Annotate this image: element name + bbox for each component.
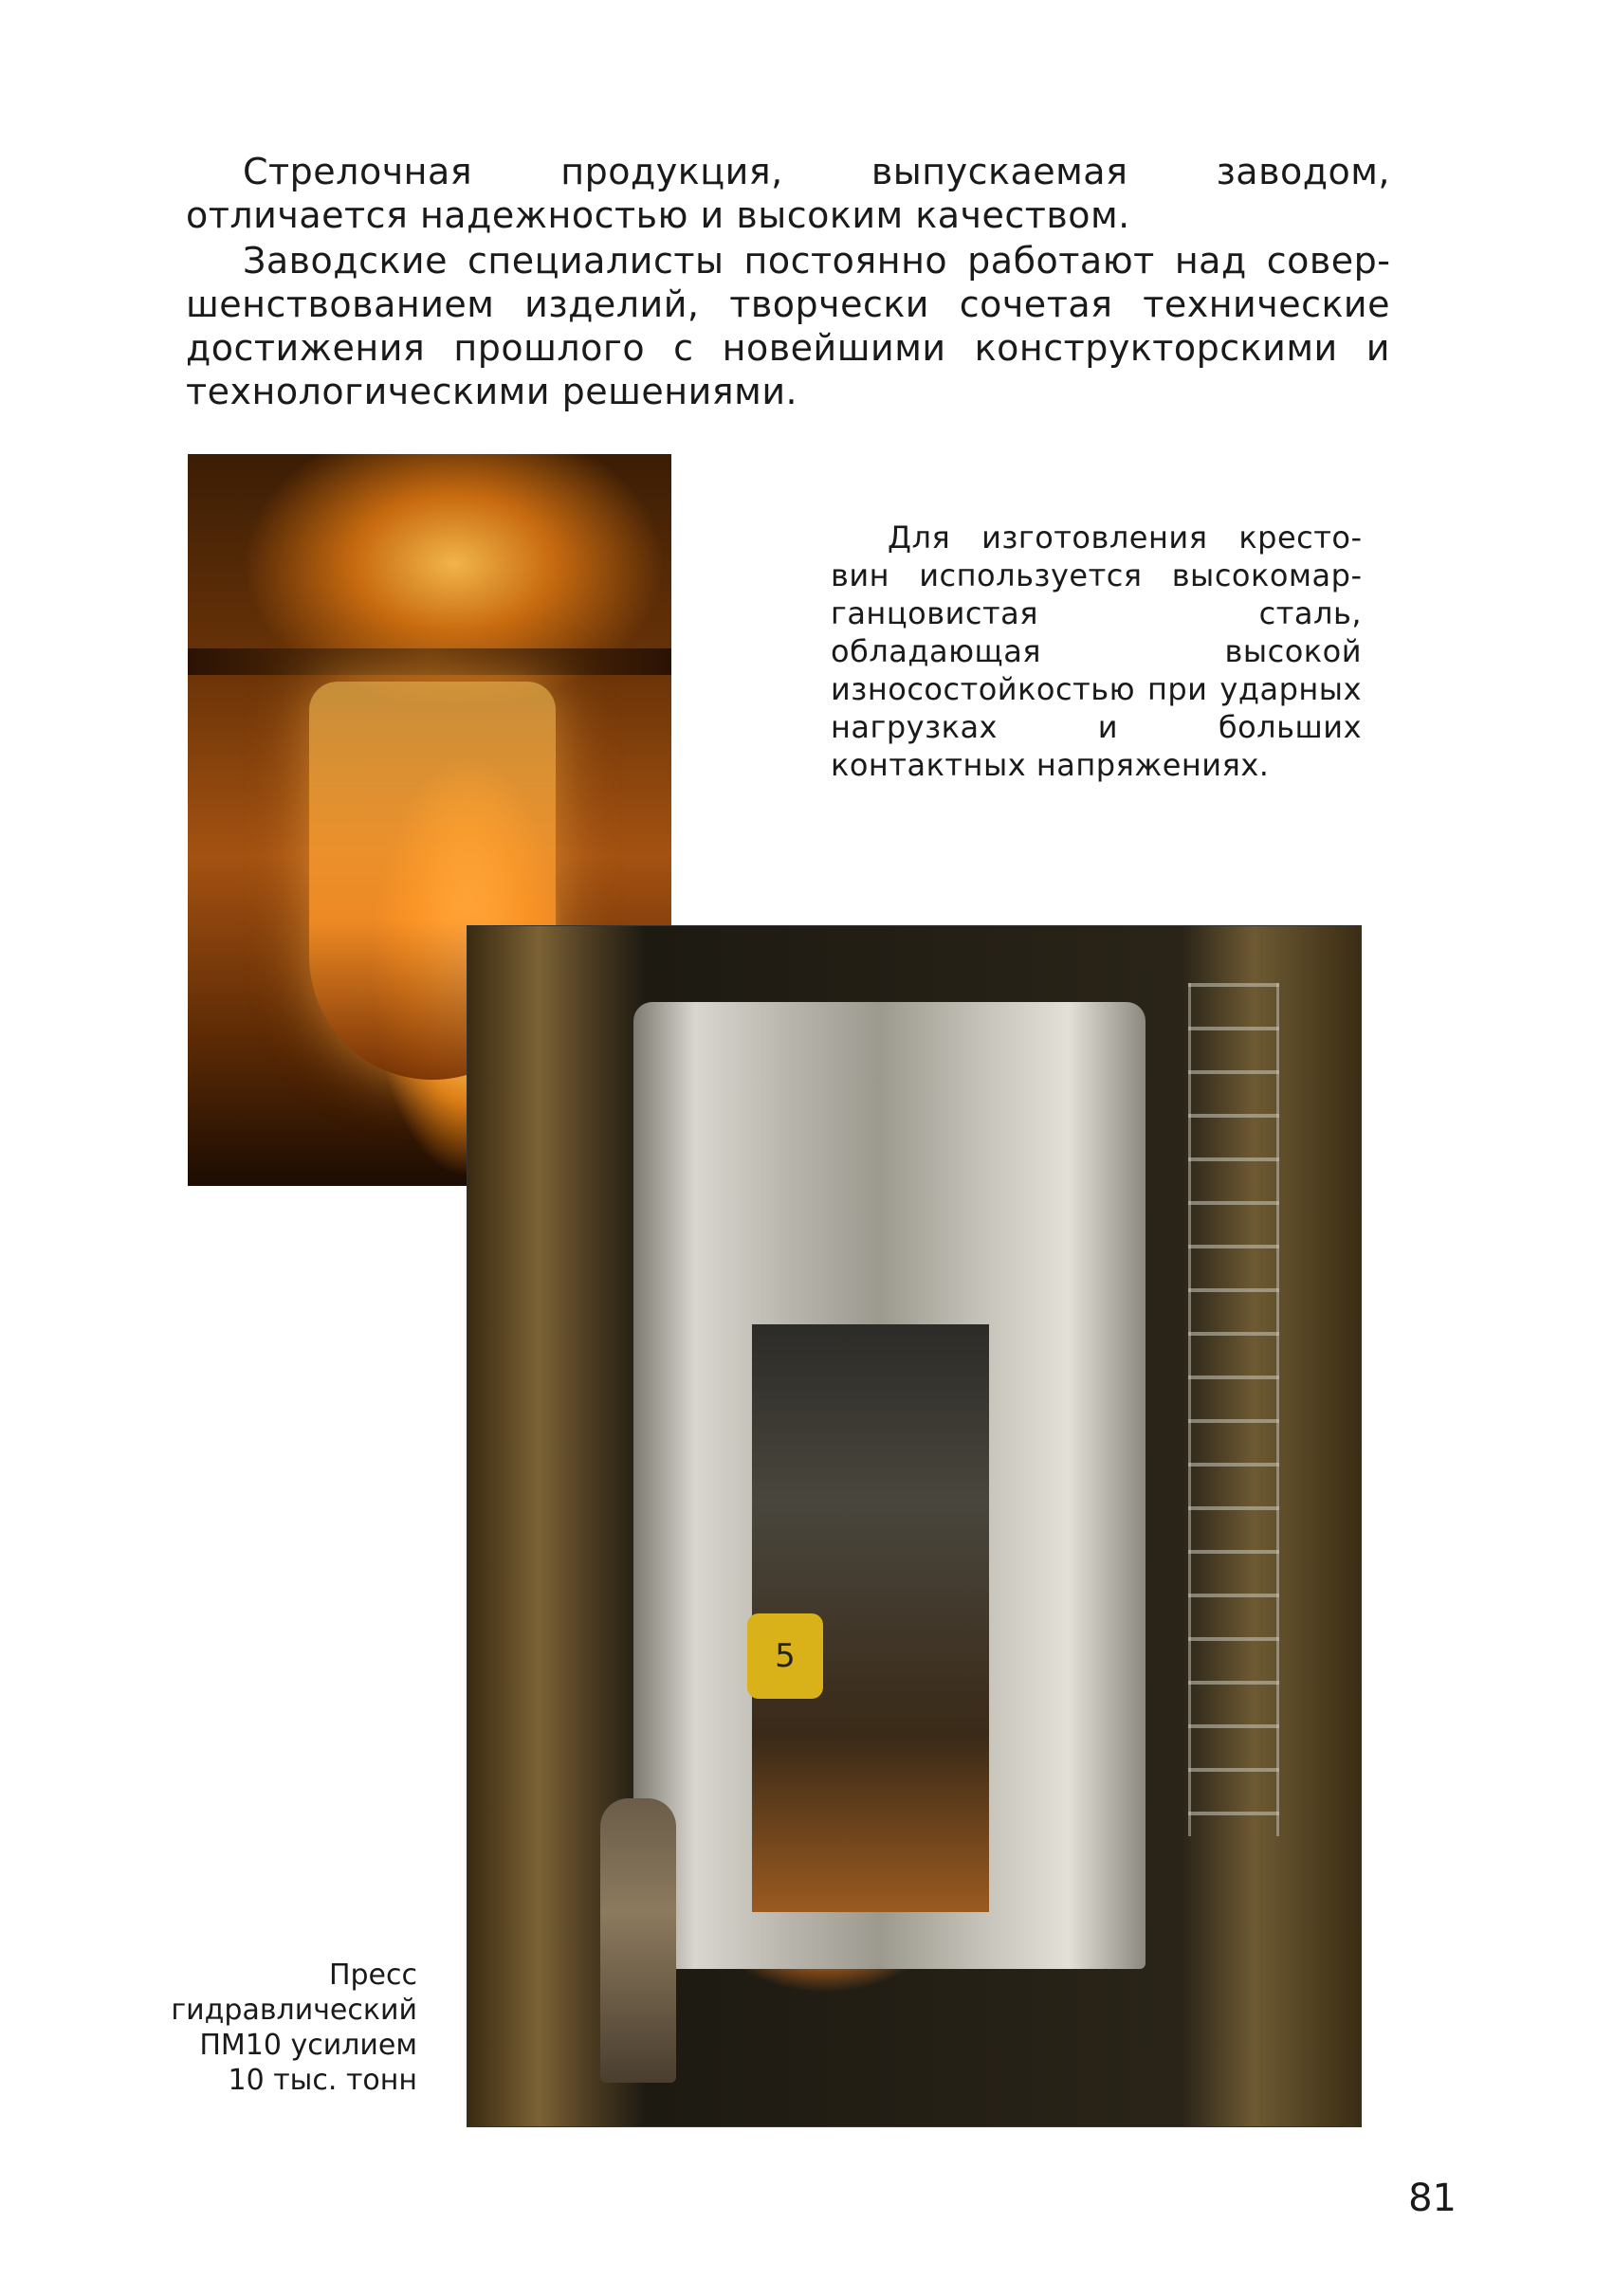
- page-number: 81: [1408, 2177, 1457, 2220]
- paragraph-1: Стрелочная продукция, выпускаемая заводом, отличается надежностью и высоким качеством.: [186, 151, 1390, 236]
- photo-hydraulic-press: [467, 925, 1362, 2127]
- photo-yellow-sign: 5: [747, 1613, 823, 1699]
- caption-press-line-1: Пресс: [328, 1959, 417, 1992]
- photo-ladder: [1188, 983, 1279, 1836]
- photo-worker: [600, 1798, 676, 2083]
- paragraph-2: Заводские специалисты постоянно работают над совершенствованием изделий, творчески сочетая технические достижения прошлого с новейшими конструкторскими и технологическими решениями.: [186, 240, 1390, 412]
- caption-press-line-4: 10 тыс. тонн: [228, 2064, 417, 2097]
- photo-beam: [188, 648, 671, 675]
- caption-press-line-2: гидравлический: [171, 1994, 417, 2027]
- caption-steel: Для изготовления крестовин используется высокомарганцовистая сталь, обладающая высокой износостойкостью при ударных нагрузках и больших контактных напряжениях.: [831, 519, 1362, 783]
- caption-press: [171, 1958, 417, 2098]
- caption-press-line-3: ПМ10 усилием: [199, 2029, 417, 2062]
